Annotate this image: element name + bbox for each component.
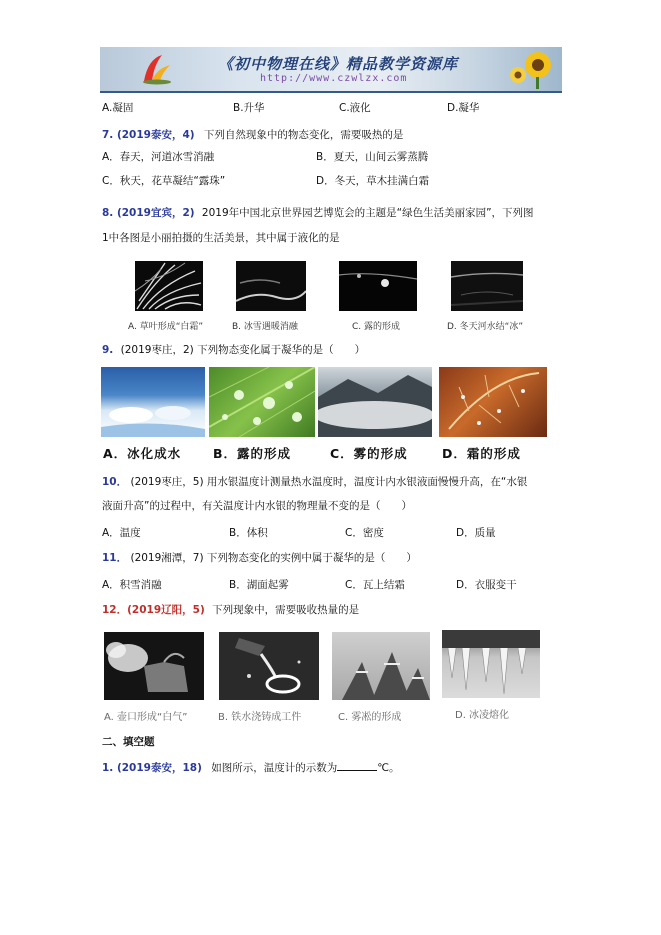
header-banner <box>100 47 562 93</box>
dew-leaf-image <box>209 367 315 437</box>
melting-snow-image <box>236 261 306 311</box>
answer-blank[interactable] <box>337 760 377 771</box>
prev-option-d: D.凝华 <box>447 102 480 114</box>
photo-molten-iron <box>219 632 319 700</box>
unit-label: ℃。 <box>377 762 400 774</box>
photo-dew <box>339 261 417 311</box>
photo-melting-snow <box>236 261 306 311</box>
photo-icicles <box>442 630 540 698</box>
molten-iron-image <box>219 632 319 700</box>
ice-melting-image <box>101 367 205 437</box>
q9-caption-d: D．霜的形成 <box>442 446 521 461</box>
question-12 <box>102 603 359 617</box>
q12-caption-d: D. 冰凌熔化 <box>455 710 510 721</box>
question-10 <box>102 475 527 489</box>
question-11 <box>102 551 417 565</box>
prev-option-c: C.液化 <box>339 102 371 114</box>
q12-caption-b: B. 铁水浇铸成工件 <box>218 712 302 723</box>
logo-icon <box>140 53 174 85</box>
question-stem: 下列现象中，需要吸收热量的是 <box>212 604 360 616</box>
q11-option-b: B．湖面起雾 <box>229 579 289 591</box>
photo-kettle-steam <box>104 632 204 700</box>
question-number: 7. (2019泰安，4) <box>102 129 195 141</box>
question-number: 11． <box>102 552 128 564</box>
q9-caption-b: B．露的形成 <box>213 446 292 461</box>
question-stem-line2: 液面升高”的过程中，有关温度计内水银的物理量不变的是（ ） <box>102 500 412 512</box>
q10-option-b: B．体积 <box>229 527 268 539</box>
q10-option-d: D．质量 <box>456 527 496 539</box>
photo-dew-leaf <box>209 367 315 437</box>
q9-caption-a: A．冰化成水 <box>103 446 182 461</box>
q8-caption-b: B. 冰雪遇暖消融 <box>232 322 298 332</box>
q12-caption-c: C. 雾凇的形成 <box>338 712 402 723</box>
question-9 <box>102 343 365 357</box>
question-stem: 如图所示，温度计的示数为 <box>211 762 338 774</box>
fog-image <box>318 367 432 437</box>
photo-frozen-river <box>451 261 523 311</box>
question-number: 1. (2019泰安，18) <box>102 762 202 774</box>
banner-title: 《初中物理在线》精品教学资源库 <box>218 55 459 73</box>
photo-frost-grass <box>135 261 203 311</box>
photo-frost-leaf <box>439 367 547 437</box>
q7-option-c: C．秋天，花草凝结“露珠” <box>102 175 226 187</box>
q9-caption-c: C．雾的形成 <box>330 446 408 461</box>
question-number: 10． <box>102 476 128 488</box>
dew-image <box>339 261 417 311</box>
kettle-steam-image <box>104 632 204 700</box>
frost-leaf-image <box>439 367 547 437</box>
photo-ice-melting <box>101 367 205 437</box>
question-stem-line1: 2019年中国北京世界园艺博览会的主题是“绿色生活美丽家园”，下列图 <box>201 207 534 219</box>
q8-caption-c: C. 露的形成 <box>352 322 401 332</box>
question-number: 8. (2019宜宾，2) <box>102 207 195 219</box>
banner-url: http://www.czwlzx.com <box>260 73 408 84</box>
q10-option-a: A．温度 <box>102 527 141 539</box>
question-stem: (2019湘潭，7) 下列物态变化的实例中属于凝华的是（ ） <box>130 552 417 564</box>
q10-option-c: C．密度 <box>345 527 384 539</box>
section-heading: 二、填空题 <box>102 736 155 748</box>
icicles-image <box>442 630 540 698</box>
prev-option-b: B.升华 <box>233 102 265 114</box>
question-stem: (2019枣庄，2) 下列物态变化属于凝华的是（ ） <box>120 344 366 356</box>
q12-caption-a: A. 壶口形成“白气” <box>104 712 188 723</box>
question-number: 12．(2019辽阳，5) <box>102 604 205 616</box>
q8-caption-a: A. 草叶形成“白霜” <box>128 322 204 332</box>
rime-image <box>332 632 430 700</box>
question-8 <box>102 206 534 220</box>
q11-option-d: D．衣服变干 <box>456 579 517 591</box>
q7-option-d: D．冬天，草木挂满白霜 <box>316 175 430 187</box>
question-stem: 下列自然现象中的物态变化，需要吸热的是 <box>203 129 404 141</box>
prev-option-a: A.凝固 <box>102 102 134 114</box>
fill-question-1 <box>102 760 400 775</box>
q11-option-c: C．瓦上结霜 <box>345 579 405 591</box>
question-stem-line2: 1中各图是小丽拍摄的生活美景，其中属于液化的是 <box>102 232 340 244</box>
frozen-river-image <box>451 261 523 311</box>
q7-option-b: B．夏天，山间云雾蒸腾 <box>316 151 429 163</box>
photo-rime <box>332 632 430 700</box>
question-number: 9. <box>102 344 114 356</box>
question-stem-line1: (2019枣庄，5) 用水银温度计测量热水温度时，温度计内水银液面慢慢升高，在“水银 <box>130 476 528 488</box>
q7-option-a: A．春天，河道冰雪消融 <box>102 151 215 163</box>
sunflower-icon <box>508 49 556 89</box>
frost-grass-image <box>135 261 203 311</box>
q8-caption-d: D. 冬天河水结“冰” <box>447 322 523 332</box>
q11-option-a: A．积雪消融 <box>102 579 162 591</box>
photo-fog <box>318 367 432 437</box>
question-7 <box>102 128 403 142</box>
